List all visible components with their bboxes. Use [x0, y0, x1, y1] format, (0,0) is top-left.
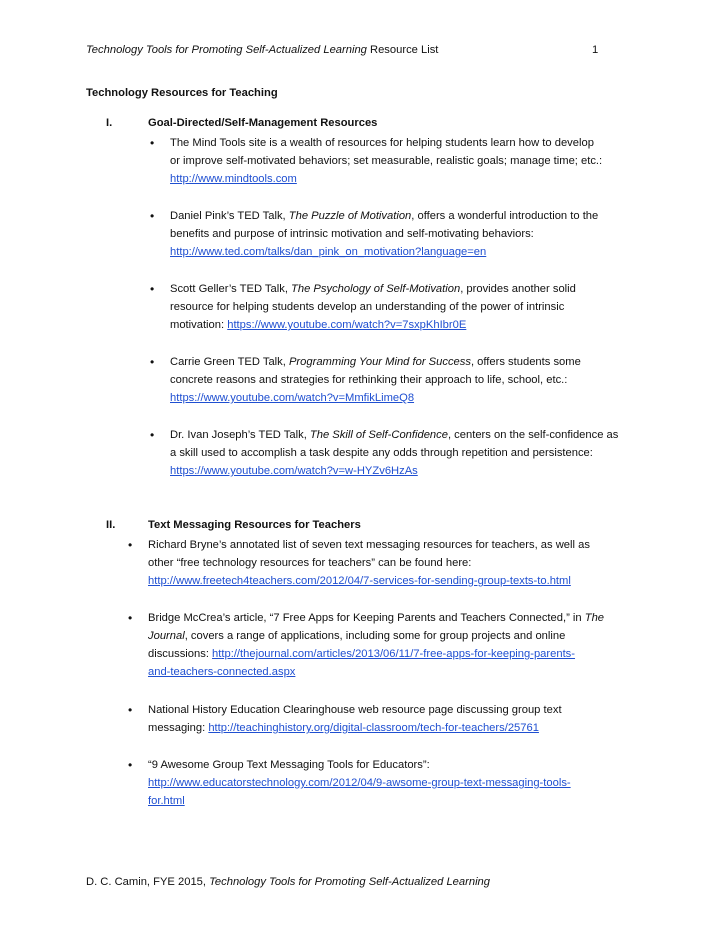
list-item-text [170, 280, 576, 298]
resource-link[interactable]: http://www.mindtools.com [170, 173, 297, 185]
list-item-text [148, 645, 575, 663]
bullet-icon: • [150, 136, 155, 150]
resource-link[interactable]: http://teachinghistory.org/digital-classroom/tech-for-teachers/25761 [208, 722, 539, 734]
resource-link[interactable]: and-teachers-connected.aspx [148, 666, 296, 678]
page-number: 1 [592, 44, 599, 56]
publication-title: Journal [148, 630, 185, 642]
list-item-text [170, 316, 466, 334]
resource-link[interactable]: http://www.ted.com/talks/dan_pink_on_motivation?language=en [170, 246, 487, 258]
list-item-text: resource for helping students develop an understanding of the power of intrinsic [170, 301, 565, 313]
document-heading: Technology Resources for Teaching [86, 87, 278, 99]
resource-link[interactable]: http://www.freetech4teachers.com/2012/04/7-services-for-sending-group-texts-to.html [148, 575, 571, 587]
list-item-text: Richard Bryne’s annotated list of seven text messaging resources for teachers, as well as [148, 539, 590, 551]
text-run: Dr. Ivan Joseph’s TED Talk, [170, 429, 310, 441]
text-run: , covers a range of applications, including some for group projects and online [184, 630, 566, 642]
header-title-suffix: Resource List [366, 44, 439, 56]
text-run: Daniel Pink’s TED Talk, [170, 210, 289, 222]
talk-title: The Psychology of Self-Motivation [291, 283, 461, 295]
list-item-text: a skill used to accomplish a task despite any odds through repetition and persistence: [170, 447, 593, 459]
text-run: motivation: [170, 319, 228, 331]
talk-title: The Puzzle of Motivation [288, 210, 412, 222]
bullet-icon: • [150, 355, 155, 369]
list-item-text [170, 353, 581, 371]
running-header [86, 44, 438, 56]
list-item-text [170, 426, 618, 444]
text-run: messaging: [148, 722, 209, 734]
page-footer [86, 876, 490, 888]
text-run: , offers a wonderful introduction to the [411, 210, 599, 222]
text-run: , centers on the self-confidence as [447, 429, 619, 441]
text-run: Carrie Green TED Talk, [170, 356, 289, 368]
talk-title: The Skill of Self-Confidence [309, 429, 448, 441]
footer-author: D. C. Camin, FYE 2015, [86, 876, 210, 888]
bullet-icon: • [150, 428, 155, 442]
header-title-italic: Technology Tools for Promoting Self-Actualized Learning [86, 44, 367, 56]
text-run: discussions: [148, 648, 213, 660]
bullet-icon: • [128, 538, 133, 552]
text-run: Scott Geller’s TED Talk, [170, 283, 292, 295]
list-item-text: other “free technology resources for teachers” can be found here: [148, 557, 472, 569]
resource-link[interactable]: http://thejournal.com/articles/2013/06/11/7-free-apps-for-keeping-parents- [212, 648, 576, 660]
list-item-text: or improve self-motivated behaviors; set measurable, realistic goals; manage time; etc.: [170, 155, 603, 167]
talk-title: Programming Your Mind for Success [288, 356, 471, 368]
publication-title: The [584, 612, 605, 624]
text-run: Bridge McCrea’s article, “7 Free Apps for Keeping Parents and Teachers Connected,” in [148, 612, 585, 624]
resource-link[interactable]: https://www.youtube.com/watch?v=MmfikLimeQ8 [170, 392, 415, 404]
resource-link[interactable]: http://www.educatorstechnology.com/2012/04/9-awsome-group-text-messaging-tools- [148, 777, 571, 789]
resource-link[interactable]: for.html [148, 795, 185, 807]
list-item-text [170, 207, 598, 225]
list-item-text [148, 609, 604, 627]
resource-link[interactable]: https://www.youtube.com/watch?v=w-HYZv6HzAs [170, 465, 418, 477]
list-item-text: concrete reasons and strategies for rethinking their approach to life, school, etc.: [170, 374, 568, 386]
list-item-text: “9 Awesome Group Text Messaging Tools for Educators”: [148, 759, 430, 771]
bullet-icon: • [128, 611, 133, 625]
section-title: Goal-Directed/Self-Management Resources [148, 117, 378, 129]
section-numeral: II. [106, 519, 116, 531]
footer-title: Technology Tools for Promoting Self-Actualized Learning [209, 876, 490, 888]
section-title: Text Messaging Resources for Teachers [148, 519, 361, 531]
bullet-icon: • [150, 209, 155, 223]
list-item-text [148, 627, 565, 645]
text-run: , provides another solid [460, 283, 576, 295]
list-item-text: The Mind Tools site is a wealth of resources for helping students learn how to develop [170, 137, 594, 149]
section-numeral: I. [106, 117, 113, 129]
bullet-icon: • [128, 758, 133, 772]
list-item-text [148, 719, 539, 737]
list-item-text: benefits and purpose of intrinsic motivation and self-motivating behaviors: [170, 228, 534, 240]
list-item-text: National History Education Clearinghouse web resource page discussing group text [148, 704, 562, 716]
text-run: , offers students some [470, 356, 581, 368]
resource-link[interactable]: https://www.youtube.com/watch?v=7sxpKhIbr0E [227, 319, 467, 331]
bullet-icon: • [128, 703, 133, 717]
bullet-icon: • [150, 282, 155, 296]
